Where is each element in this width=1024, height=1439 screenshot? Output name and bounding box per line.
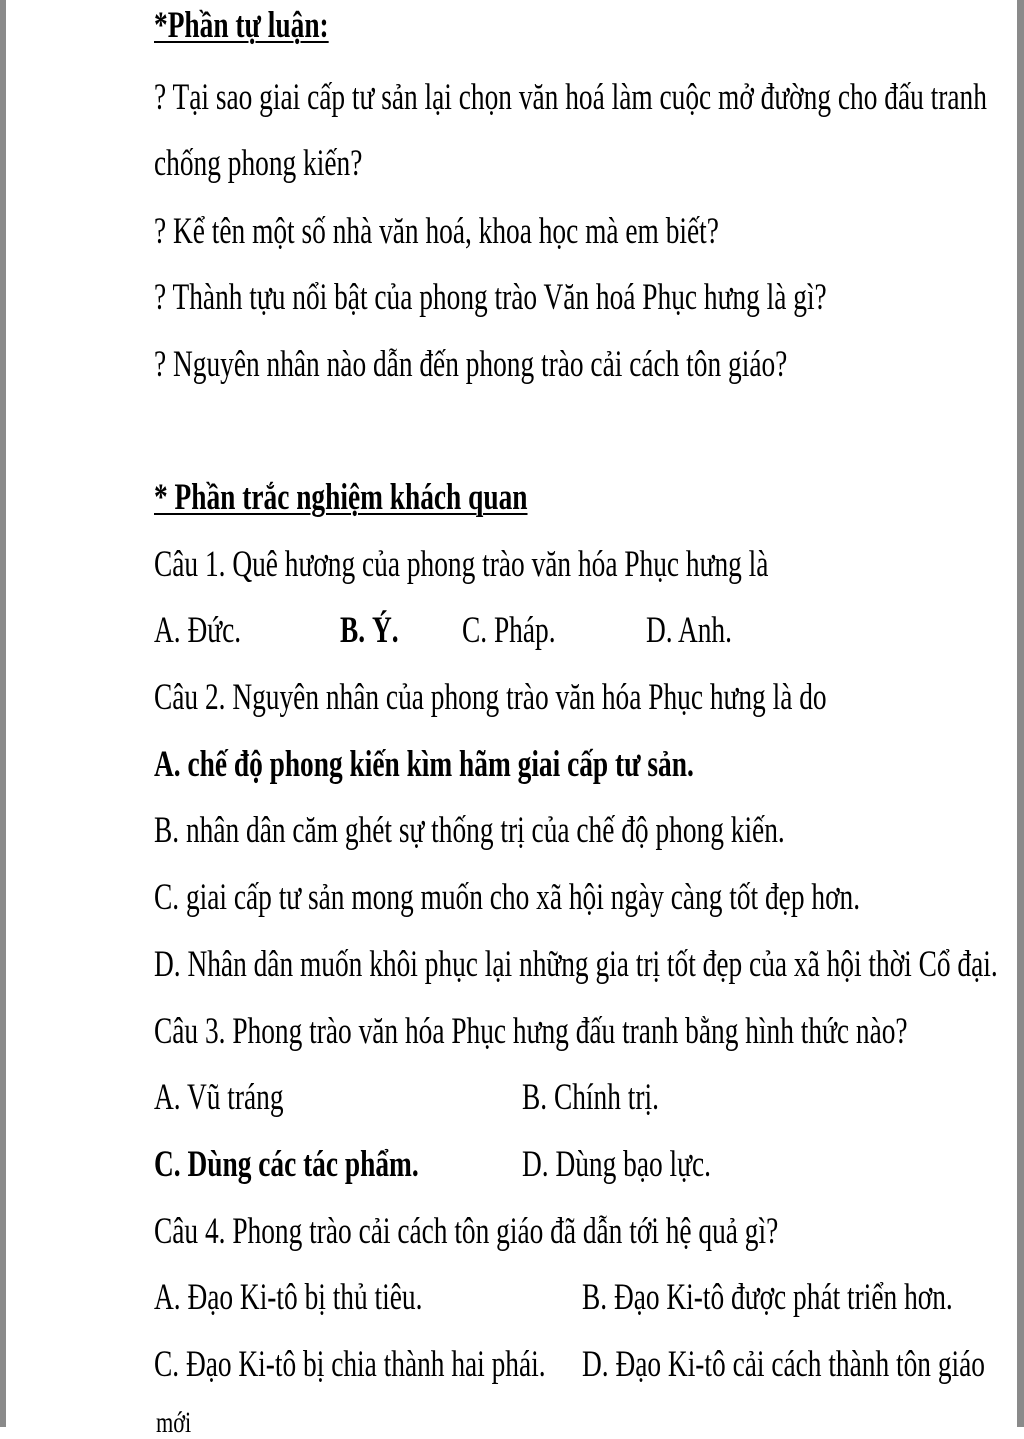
question-1-stem: Câu 1. Quê hương của phong trào văn hóa Phục hưng là [154, 544, 769, 585]
question-1-option-a: A. Đức. [154, 610, 242, 651]
question-3-stem: Câu 3. Phong trào văn hóa Phục hưng đấu tranh bằng hình thức nào? [154, 1011, 908, 1052]
question-1-option-b-answer: B. Ý. [340, 610, 399, 651]
question-3-option-a: A. Vũ tráng [154, 1077, 284, 1118]
question-2-option-a-answer: A. chế độ phong kiến kìm hãm giai cấp tư sản. [154, 744, 694, 785]
essay-question-1-line-2: chống phong kiến? [154, 143, 363, 184]
question-3-option-d: D. Dùng bạo lực. [522, 1144, 711, 1185]
question-1-option-d: D. Anh. [646, 610, 732, 651]
question-4-option-a: A. Đạo Ki-tô bị thủ tiêu. [154, 1277, 423, 1318]
cutoff-continuation-text: mới [156, 1406, 192, 1439]
essay-question-1-line-1: ? Tại sao giai cấp tư sản lại chọn văn hoá làm cuộc mở đường cho đấu tranh [154, 77, 987, 118]
quiz-heading: * Phần trắc nghiệm khách quan [154, 477, 528, 518]
essay-heading: *Phần tự luận: [154, 5, 329, 46]
question-2-option-c: C. giai cấp tư sản mong muốn cho xã hội ngày càng tốt đẹp hơn. [154, 877, 861, 918]
question-3-option-c-answer: C. Dùng các tác phẩm. [154, 1144, 419, 1185]
question-2-stem: Câu 2. Nguyên nhân của phong trào văn hóa Phục hưng là do [154, 677, 827, 718]
essay-question-4: ? Nguyên nhân nào dẫn đến phong trào cải cách tôn giáo? [154, 344, 788, 385]
document-page [6, 0, 1017, 1439]
essay-question-2: ? Kể tên một số nhà văn hoá, khoa học mà em biết? [154, 211, 719, 252]
right-page-edge [1017, 0, 1024, 1427]
question-2-option-b: B. nhân dân căm ghét sự thống trị của chế độ phong kiến. [154, 810, 785, 851]
question-1-option-c: C. Pháp. [462, 610, 556, 651]
question-4-stem: Câu 4. Phong trào cải cách tôn giáo đã dẫn tới hệ quả gì? [154, 1211, 779, 1252]
question-2-option-d: D. Nhân dân muốn khôi phục lại những gia trị tốt đẹp của xã hội thời Cổ đại. [154, 944, 998, 985]
question-4-option-c: C. Đạo Ki-tô bị chia thành hai phái. [154, 1344, 546, 1385]
question-4-option-b: B. Đạo Ki-tô được phát triển hơn. [582, 1277, 953, 1318]
question-3-option-b: B. Chính trị. [522, 1077, 659, 1118]
essay-question-3: ? Thành tựu nổi bật của phong trào Văn hoá Phục hưng là gì? [154, 277, 827, 318]
question-4-option-d: D. Đạo Ki-tô cải cách thành tôn giáo [582, 1344, 985, 1385]
